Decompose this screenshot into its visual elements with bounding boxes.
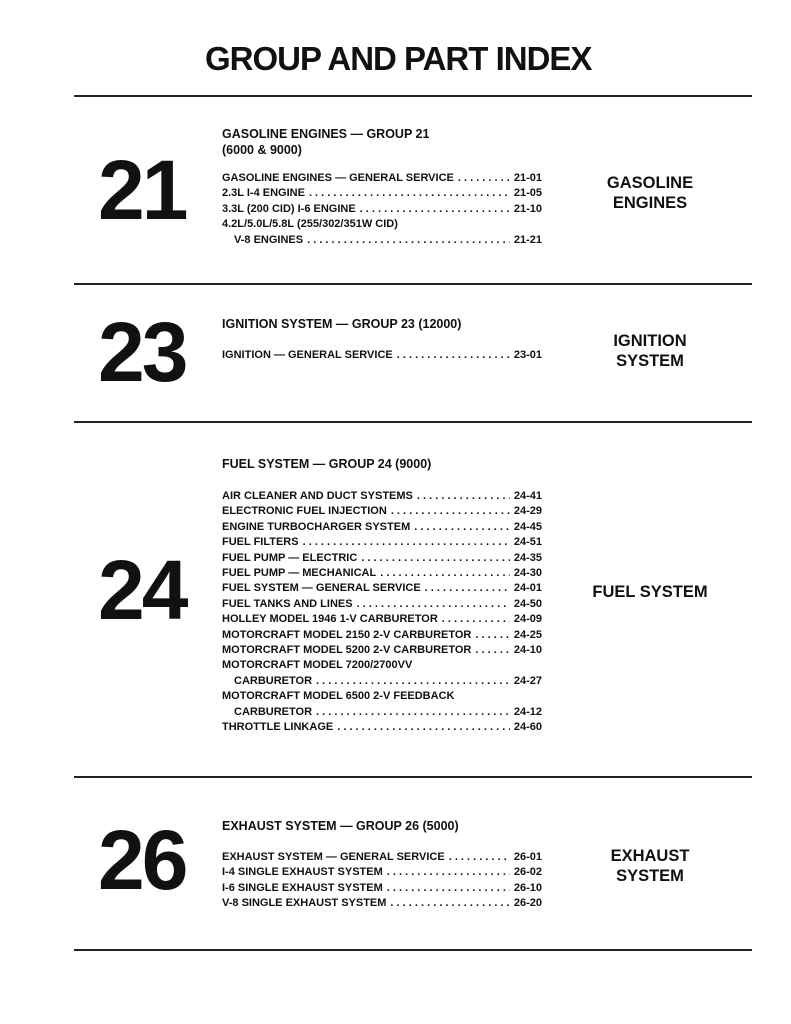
- dot-leader: [380, 566, 510, 581]
- divider: [74, 776, 752, 778]
- group-title-line: GASOLINE ENGINES — GROUP 21: [222, 127, 430, 141]
- index-entry[interactable]: [222, 489, 542, 504]
- side-label-line: ENGINES: [612, 194, 688, 212]
- entry-page: 24-50: [513, 597, 542, 610]
- entry-page: 24-09: [513, 613, 542, 626]
- group-number-24: 24: [98, 543, 186, 637]
- index-entry[interactable]: [222, 535, 542, 550]
- dot-leader: [414, 520, 510, 535]
- entry-name: I-4 SINGLE EXHAUST SYSTEM: [222, 866, 383, 879]
- side-label-24: [570, 582, 730, 602]
- entry-page: 24-12: [513, 705, 542, 718]
- entry-page: 24-60: [513, 721, 542, 734]
- entry-name: 4.2L/5.0L/5.8L (255/302/351W CID): [222, 218, 398, 231]
- group-number-23: 23: [98, 305, 186, 399]
- index-entry[interactable]: [222, 705, 542, 720]
- side-label-line: SYSTEM: [616, 352, 684, 370]
- entry-name: V-8 ENGINES: [234, 233, 304, 246]
- group-title-line: EXHAUST SYSTEM — GROUP 26 (5000): [222, 819, 459, 833]
- entry-name: V-8 SINGLE EXHAUST SYSTEM: [222, 897, 387, 910]
- entry-name: I-6 SINGLE EXHAUST SYSTEM: [222, 881, 383, 894]
- entry-page: 26-20: [513, 897, 542, 910]
- side-label-line: SYSTEM: [616, 867, 684, 885]
- entry-page: 26-10: [513, 881, 542, 894]
- entry-name: THROTTLE LINKAGE: [222, 721, 334, 734]
- entry-list-23: [222, 348, 542, 363]
- dot-leader: [397, 348, 510, 363]
- side-label-26: [570, 846, 730, 886]
- entry-page: 26-01: [513, 851, 542, 863]
- dot-leader: [316, 674, 510, 689]
- entry-page: 24-25: [513, 628, 542, 641]
- page-title: GROUP AND PART INDEX: [205, 40, 592, 77]
- entry-page: 24-27: [513, 674, 542, 687]
- entry-page: 21-01: [513, 172, 542, 184]
- divider: [74, 95, 752, 97]
- entry-name: FUEL FILTERS: [222, 536, 299, 549]
- index-entry: [222, 217, 542, 232]
- group-title-24: [222, 456, 431, 472]
- entry-page: 24-51: [513, 536, 542, 549]
- index-entry: [222, 689, 542, 704]
- dot-leader: [417, 489, 510, 504]
- entry-list-24: [222, 489, 542, 736]
- entry-name: CARBURETOR: [234, 674, 313, 687]
- entry-name: CARBURETOR: [234, 705, 313, 718]
- index-entry[interactable]: [222, 520, 542, 535]
- index-entry[interactable]: [222, 551, 542, 566]
- entry-page: 26-02: [513, 866, 542, 879]
- index-entry[interactable]: [222, 881, 542, 896]
- entry-name: IGNITION — GENERAL SERVICE: [222, 349, 393, 361]
- group-title-26: [222, 818, 459, 834]
- entry-name: FUEL SYSTEM — GENERAL SERVICE: [222, 582, 421, 595]
- side-label-21: [570, 173, 730, 213]
- dot-leader: [425, 581, 510, 596]
- entry-page: 24-35: [513, 551, 542, 564]
- group-number-26: 26: [98, 813, 186, 907]
- dot-leader: [307, 233, 510, 248]
- index-entry[interactable]: [222, 348, 542, 363]
- dot-leader: [303, 535, 510, 550]
- entry-name: GASOLINE ENGINES — GENERAL SERVICE: [222, 172, 454, 184]
- entry-page: 24-41: [513, 490, 542, 502]
- dot-leader: [316, 705, 510, 720]
- entry-page: 24-29: [513, 505, 542, 518]
- dot-leader: [361, 551, 510, 566]
- divider: [74, 283, 752, 285]
- entry-name: FUEL PUMP — MECHANICAL: [222, 567, 377, 580]
- group-title-21: [222, 126, 429, 158]
- side-label-line: GASOLINE: [606, 174, 694, 192]
- divider: [74, 949, 752, 951]
- group-title-subline: (6000 & 9000): [222, 143, 302, 157]
- entry-name: ELECTRONIC FUEL INJECTION: [222, 505, 387, 518]
- dot-leader: [391, 504, 510, 519]
- index-entry[interactable]: [222, 171, 542, 186]
- entry-name: 3.3L (200 CID) I-6 ENGINE: [222, 202, 356, 215]
- entry-name: AIR CLEANER AND DUCT SYSTEMS: [222, 490, 413, 502]
- side-label-line: FUEL SYSTEM: [592, 583, 708, 601]
- dot-leader: [475, 643, 509, 658]
- entry-name: MOTORCRAFT MODEL 5200 2-V CARBURETOR: [222, 644, 472, 657]
- entry-page: 21-10: [513, 202, 542, 215]
- index-entry[interactable]: [222, 186, 542, 201]
- dot-leader: [360, 202, 510, 217]
- entry-name: MOTORCRAFT MODEL 7200/2700VV: [222, 659, 413, 672]
- index-entry[interactable]: [222, 850, 542, 865]
- entry-name: ENGINE TURBOCHARGER SYSTEM: [222, 520, 411, 533]
- dot-leader: [458, 171, 510, 186]
- index-entry[interactable]: [222, 581, 542, 596]
- index-entry[interactable]: [222, 865, 542, 880]
- index-entry[interactable]: [222, 720, 542, 735]
- dot-leader: [387, 881, 510, 896]
- side-label-23: [570, 331, 730, 371]
- entry-name: EXHAUST SYSTEM — GENERAL SERVICE: [222, 851, 445, 863]
- entry-page: 24-01: [513, 582, 542, 595]
- entry-name: HOLLEY MODEL 1946 1-V CARBURETOR: [222, 613, 438, 626]
- entry-name: FUEL TANKS AND LINES: [222, 597, 353, 610]
- group-title-23: [222, 316, 461, 332]
- entry-page: 21-05: [513, 187, 542, 200]
- dot-leader: [442, 612, 510, 627]
- entry-list-26: [222, 850, 542, 912]
- index-entry[interactable]: [222, 896, 542, 911]
- entry-name: MOTORCRAFT MODEL 2150 2-V CARBURETOR: [222, 628, 472, 641]
- entry-page: 24-10: [513, 644, 542, 657]
- index-entry[interactable]: [222, 643, 542, 658]
- dot-leader: [387, 865, 510, 880]
- index-entry[interactable]: [222, 612, 542, 627]
- index-entry[interactable]: [222, 504, 542, 519]
- index-entry[interactable]: [222, 233, 542, 248]
- group-number-21: 21: [98, 143, 186, 237]
- dot-leader: [449, 850, 510, 865]
- index-entry[interactable]: [222, 674, 542, 689]
- index-entry[interactable]: [222, 566, 542, 581]
- entry-name: FUEL PUMP — ELECTRIC: [222, 551, 358, 564]
- entry-page: 24-45: [513, 520, 542, 533]
- index-entry[interactable]: [222, 597, 542, 612]
- dot-leader: [357, 597, 510, 612]
- index-entry[interactable]: [222, 202, 542, 217]
- entry-name: 2.3L I-4 ENGINE: [222, 187, 305, 200]
- dot-leader: [337, 720, 510, 735]
- divider: [74, 421, 752, 423]
- index-entry[interactable]: [222, 628, 542, 643]
- entry-page: 24-30: [513, 567, 542, 580]
- dot-leader: [475, 628, 509, 643]
- index-entry: [222, 658, 542, 673]
- entry-list-21: [222, 171, 542, 248]
- dot-leader: [390, 896, 509, 911]
- entry-page: 23-01: [513, 349, 542, 361]
- dot-leader: [309, 186, 510, 201]
- side-label-line: IGNITION: [613, 332, 687, 350]
- entry-page: 21-21: [513, 233, 542, 246]
- group-title-line: FUEL SYSTEM — GROUP 24 (9000): [222, 457, 432, 471]
- side-label-line: EXHAUST: [610, 847, 690, 865]
- entry-name: MOTORCRAFT MODEL 6500 2-V FEEDBACK: [222, 690, 455, 703]
- group-title-line: IGNITION SYSTEM — GROUP 23 (12000): [222, 317, 462, 331]
